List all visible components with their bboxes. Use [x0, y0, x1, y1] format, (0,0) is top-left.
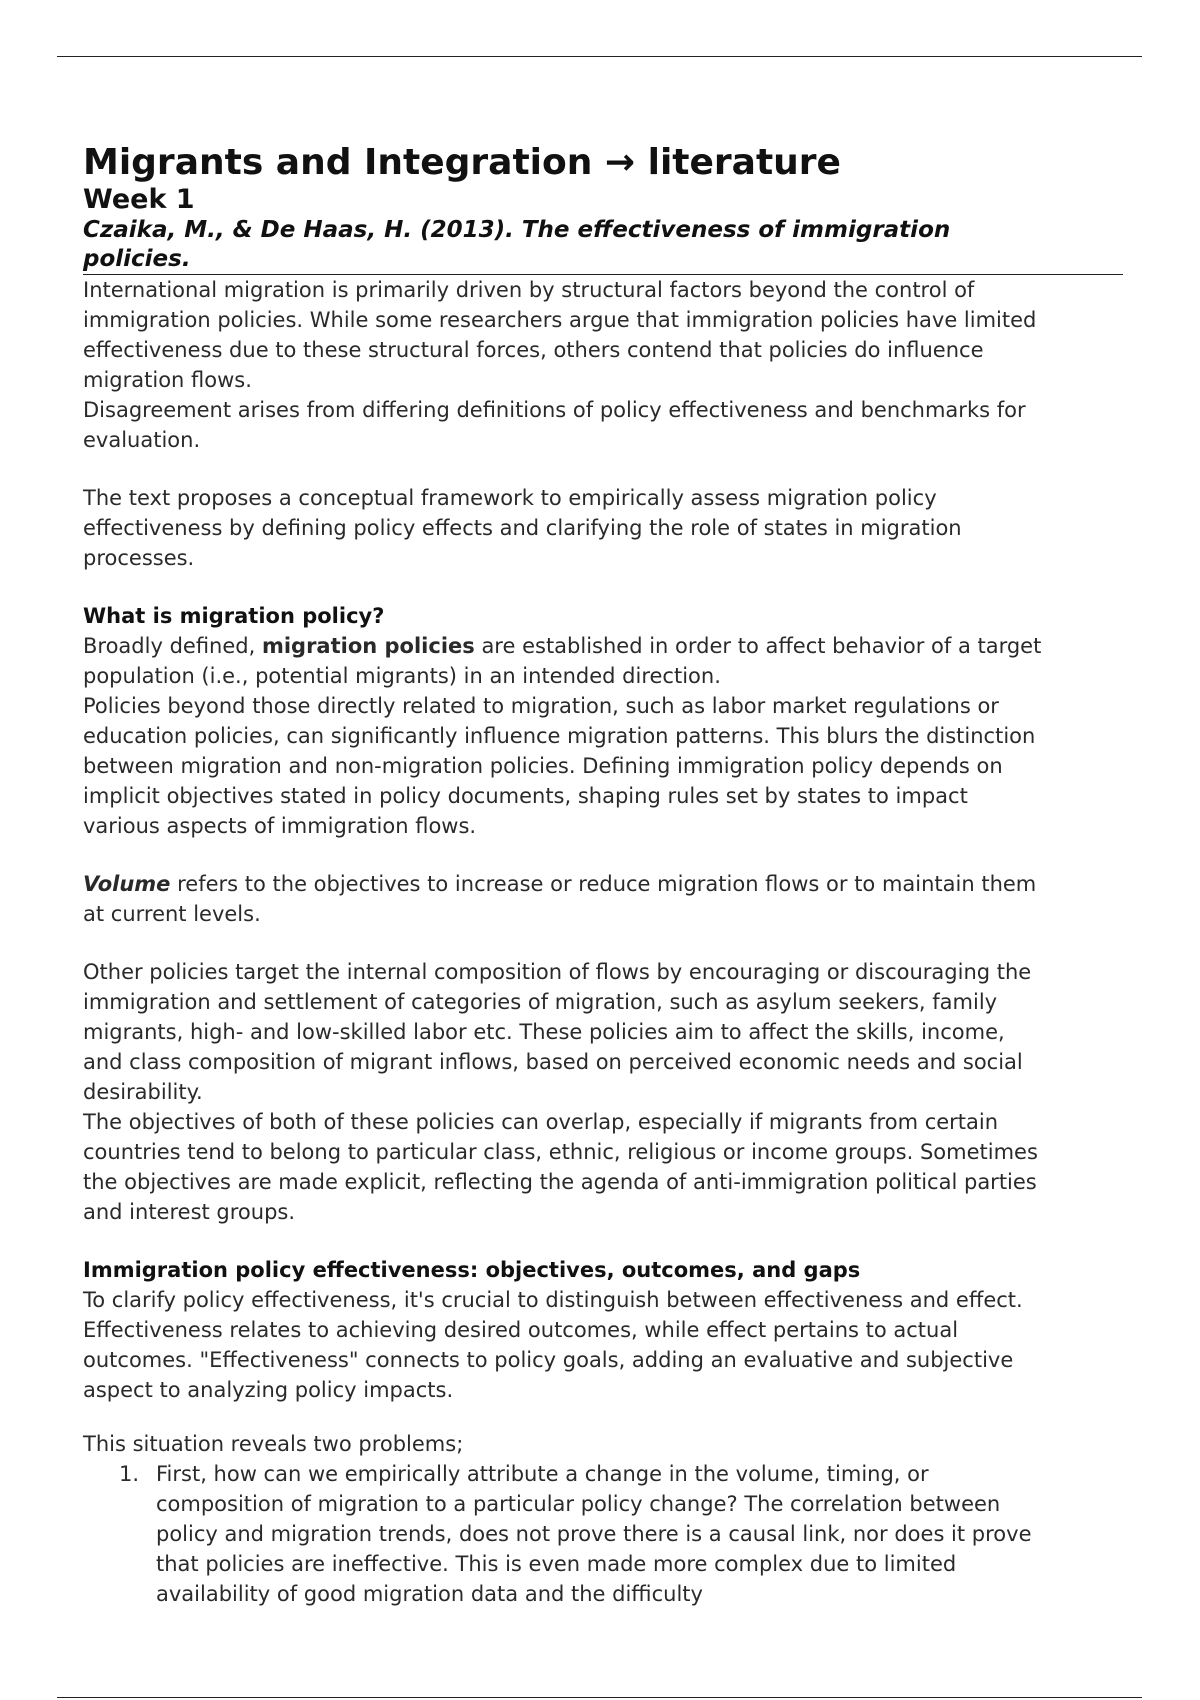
page-top-rule — [57, 56, 1142, 57]
list-item-text: First, how can we empirically attribute a change in the volume, timing, or composition of migration to a particular policy change? The correlation between policy and migration trends, does not prove there is a causal link, nor does it prove that policies are ineffective. This is even made more complex due to limited availability of good migration data and the difficulty — [156, 1462, 1032, 1606]
page-bottom-rule — [57, 1697, 1142, 1698]
spacer — [83, 455, 1043, 483]
spacer — [83, 1405, 1043, 1429]
definition-term: migration policies — [261, 634, 475, 658]
section-heading-effectiveness: Immigration policy effectiveness: objectives, outcomes, and gaps — [83, 1258, 861, 1282]
reference-heading: Czaika, M., & De Haas, H. (2013). The effectiveness of immigration policies. — [83, 216, 1123, 275]
spacer — [83, 929, 1043, 957]
spacer — [83, 573, 1043, 601]
section1-paragraph-2: Policies beyond those directly related to migration, such as labor market regulations or education policies, can significantly influence migration patterns. This blurs the distinction between migration and non-migration policies. Defining immigration policy depends on implicit objectives stated in policy documents, shaping rules set by states to impact various aspects of immigration flows. — [83, 694, 1036, 838]
volume-term: Volume — [83, 872, 171, 896]
spacer — [83, 1227, 1043, 1255]
list-item-number: 1. — [119, 1462, 140, 1486]
section1-paragraph-3: Other policies target the internal composition of flows by encouraging or discouraging the immigration and settlement of categories of migration, such as asylum seekers, family migrants, high- and low-skilled labor etc. These policies aim to affect the skills, income, and class composition of migrant inflows, based on perceived economic needs and social desirability. — [83, 960, 1032, 1104]
volume-paragraph — [83, 869, 1043, 929]
body-text — [83, 275, 1043, 1609]
list-item — [83, 1459, 1043, 1609]
document-title: Migrants and Integration → literature — [83, 142, 841, 183]
section2-paragraph-1: To clarify policy effectiveness, it's crucial to distinguish between effectiveness and effect. Effectiveness relates to achieving desired outcomes, while effect pertains to actual outcomes. "Effectiveness" connects to policy goals, adding an evaluative and subjective aspect to analyzing policy impacts. — [83, 1288, 1023, 1402]
problems-list — [83, 1459, 1043, 1609]
section-heading-migration-policy: What is migration policy? — [83, 604, 385, 628]
section2-paragraph-2: This situation reveals two problems; — [83, 1432, 464, 1456]
section1-paragraph-4: The objectives of both of these policies can overlap, especially if migrants from certain countries tend to belong to particular class, ethnic, religious or income groups. Sometimes the objectives are made explicit, reflecting the agenda of anti-immigration political parties and interest groups. — [83, 1110, 1038, 1224]
definition-prefix: Broadly defined, — [83, 634, 262, 658]
intro-paragraph-3: The text proposes a conceptual framework to empirically assess migration policy effectiveness by defining policy effects and clarifying the role of states in migration processes. — [83, 486, 962, 570]
document-body — [83, 142, 1123, 1609]
week-heading: Week 1 — [83, 184, 195, 215]
spacer — [83, 841, 1043, 869]
migration-policy-definition — [83, 631, 1043, 691]
intro-paragraph-2: Disagreement arises from differing definitions of policy effectiveness and benchmarks for evaluation. — [83, 398, 1026, 452]
definition-rest: are established in order to affect behavior of a target population (i.e., potential migrants) in an intended direction. — [83, 634, 1042, 688]
volume-definition: refers to the objectives to increase or reduce migration flows or to maintain them at current levels. — [83, 872, 1037, 926]
intro-paragraph-1: International migration is primarily driven by structural factors beyond the control of immigration policies. While some researchers argue that immigration policies have limited effectiveness due to these structural forces, others contend that policies do influence migration flows. — [83, 278, 1037, 392]
